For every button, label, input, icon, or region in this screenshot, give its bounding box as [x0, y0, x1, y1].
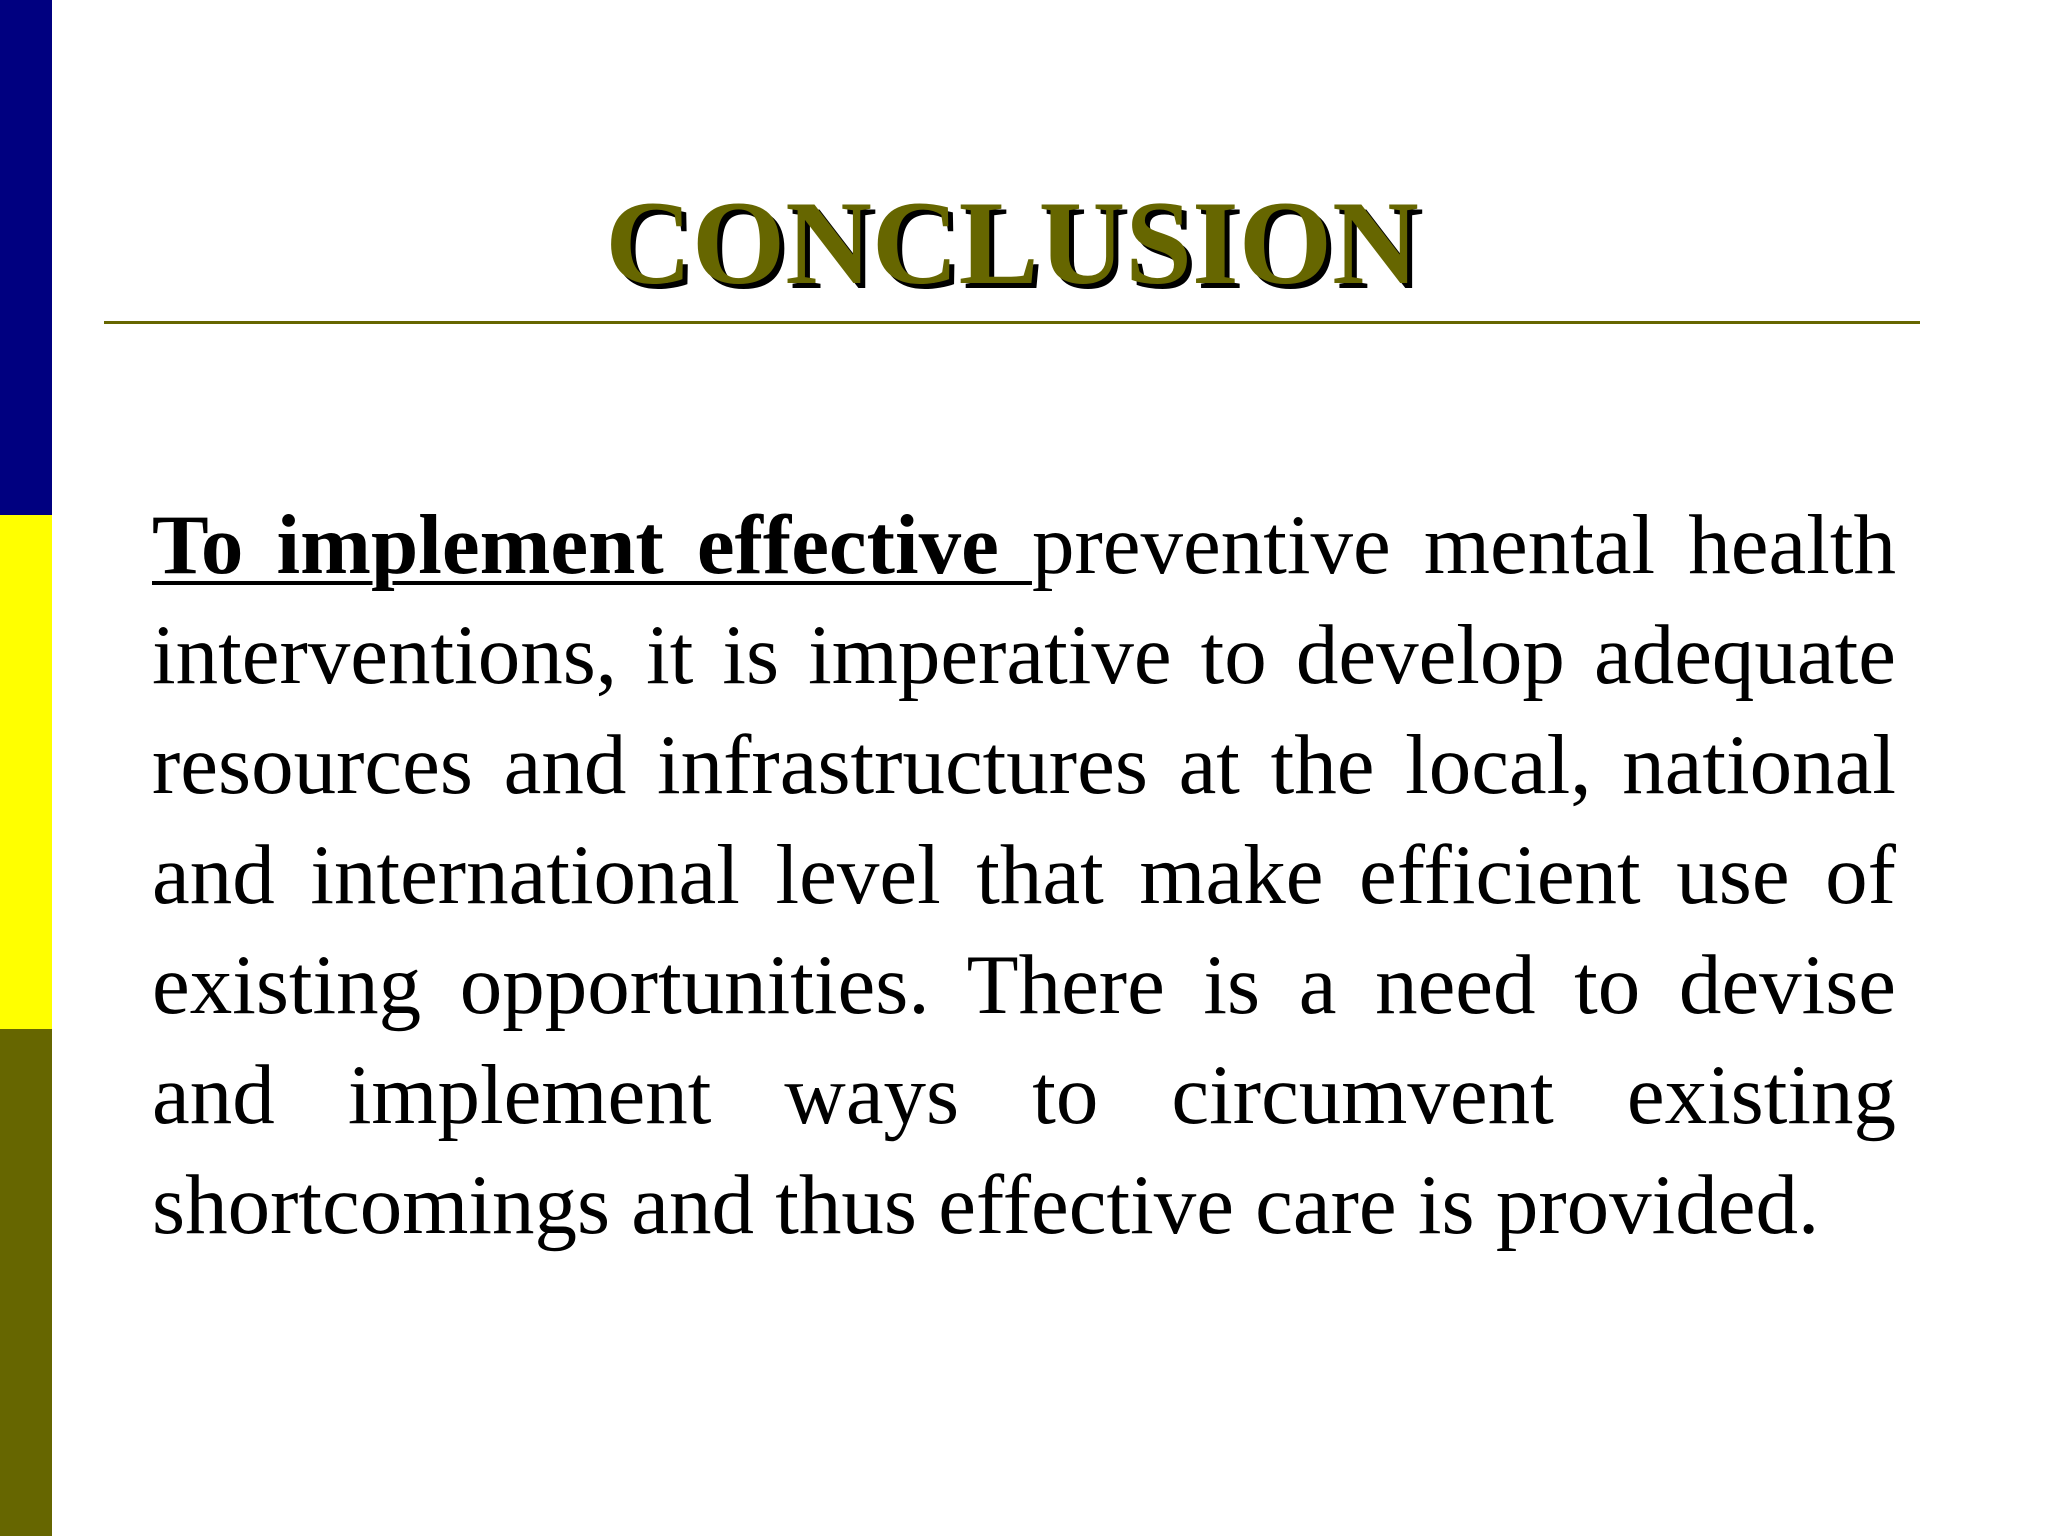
side-bar-olive-segment: [0, 1029, 52, 1536]
side-bar-yellow-segment: [0, 515, 52, 1029]
slide-title: CONCLUSION: [605, 176, 1419, 309]
paragraph-body: preventive mental health interventions, it is imperative to develop adequate resources and infrastructures at the local, national and international level that make efficient use of existing opportunities. There is a need to devise and implement ways to circumvent existing shortcomings and thus effective care is provided.: [152, 498, 1896, 1252]
conclusion-paragraph: [152, 490, 1896, 1260]
side-bar-blue-segment: [0, 0, 52, 515]
title-divider: [104, 321, 1920, 324]
side-accent-bar: [0, 0, 52, 1536]
paragraph-lead-phrase: To implement effective: [152, 498, 1032, 592]
